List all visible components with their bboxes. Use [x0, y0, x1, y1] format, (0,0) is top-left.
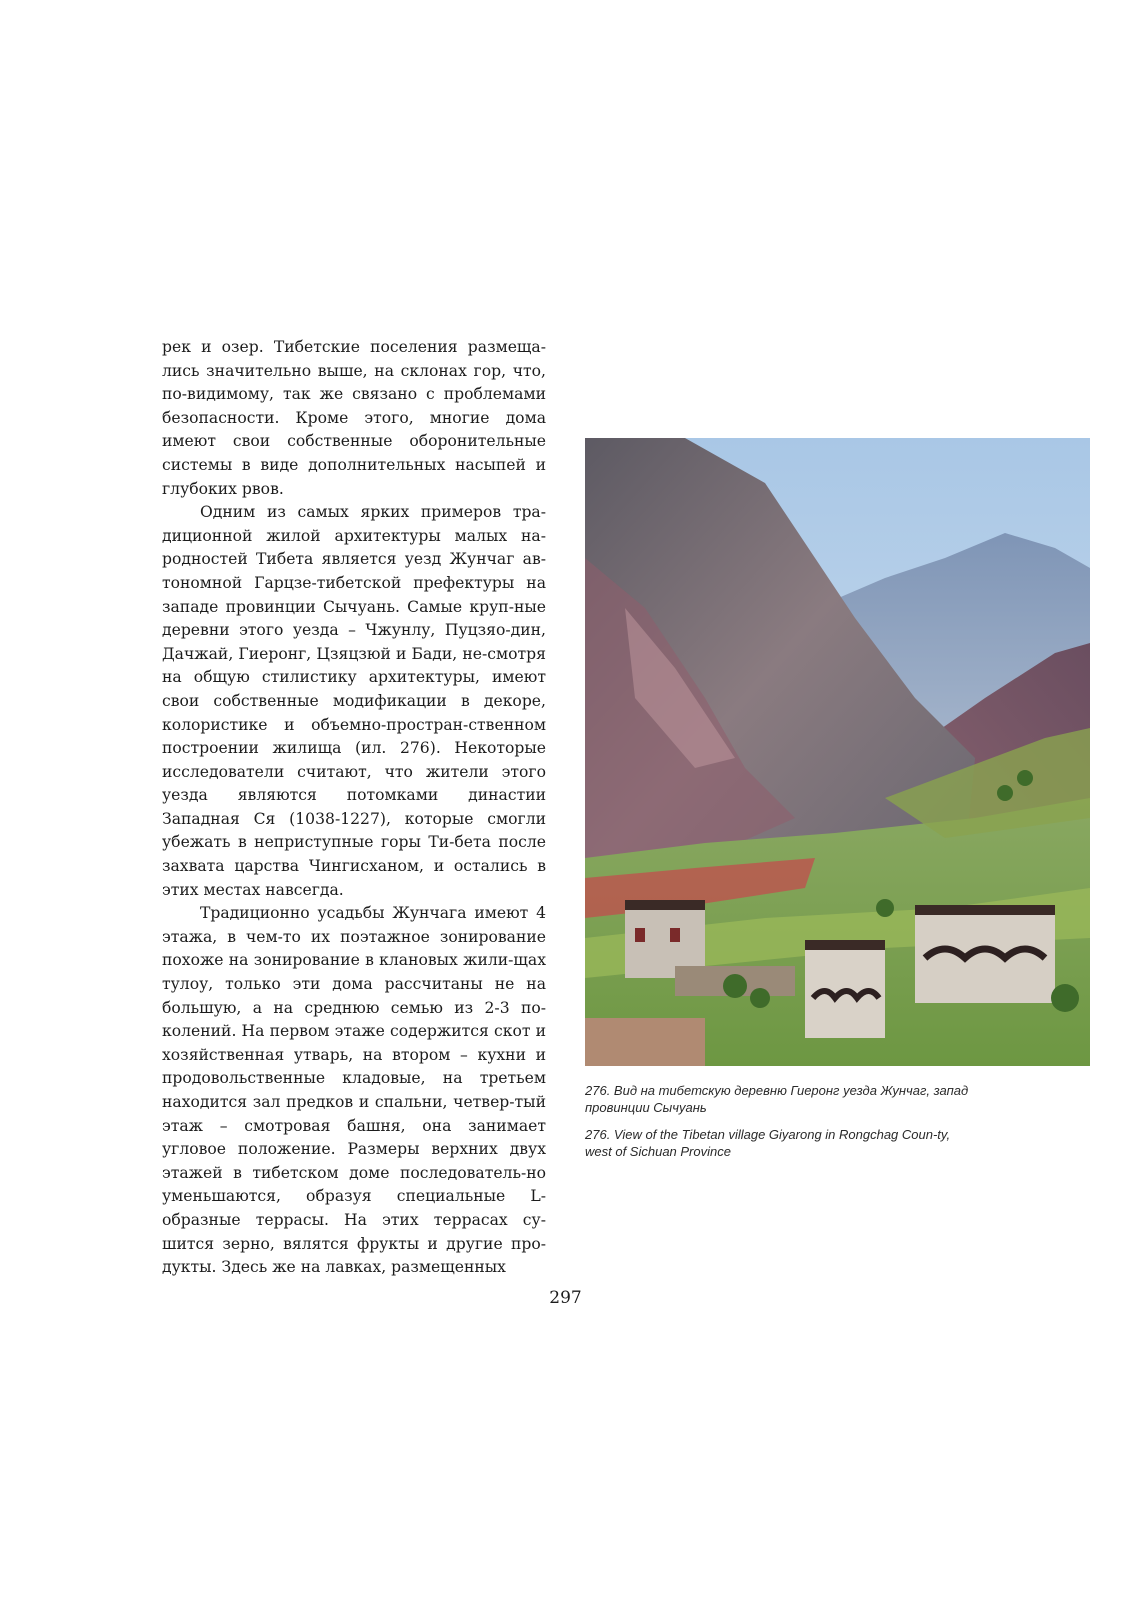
figure-276-photo	[585, 438, 1090, 1066]
paragraph-2: Одним из самых ярких примеров тра-диционной жилой архитектуры малых на-родностей Тибета является уезд Жунчаг ав-тономной Гарцзе-тибетской префектуры на западе провинции Сычуань. Самые круп-ные деревни этого уезда – Чжунлу, Пуцзяо-дин, Дачжай, Гиеронг, Цзяцзюй и Бади, не-смотря на общую стилистику архитектуры, имеют свои собственные модификации в декоре, колористике и объемно-простран-ственном построении жилища (ил. 276). Некоторые исследователи считают, что жители этого уезда являются потомками династии Западная Ся (1038-1227), которые смогли убежать в неприступные горы Ти-бета после захвата царства Чингисханом, и остались в этих местах навсегда.	[162, 503, 546, 899]
body-text-column	[162, 336, 546, 1280]
figure-caption-en: 276. View of the Tibetan village Giyarong in Rongchag Coun-ty, west of Sichuan Province	[585, 1127, 951, 1159]
paragraph-1: рек и озер. Тибетские поселения размеща-лись значительно выше, на склонах гор, что, по-видимому, так же связано с проблемами безопасности. Кроме этого, многие дома имеют свои собственные оборонительные системы в виде дополнительных насыпей и глубоких рвов.	[162, 338, 546, 498]
page-number: 297	[549, 1288, 582, 1308]
figure-caption-ru: 276. Вид на тибетскую деревню Гиеронг уезда Жунчаг, запад провинции Сычуань	[585, 1083, 969, 1115]
paragraph-3: Традиционно усадьбы Жунчага имеют 4 этажа, в чем-то их поэтажное зонирование похоже на зонирование в клановых жили-щах тулоу, только эти дома рассчитаны не на большую, а на среднюю семью из 2-3 по-колений. На первом этаже содержится скот и хозяйственная утварь, на втором – кухни и продовольственные кладовые, на третьем находится зал предков и спальни, четвер-тый этаж – смотровая башня, она занимает угловое положение. Размеры верхних двух этажей в тибетском доме последователь-но уменьшаются, образуя специальные L-образные террасы. На этих террасах су-шится зерно, вялятся фрукты и другие про-дукты. Здесь же на лавках, размещенных	[162, 904, 546, 1277]
tibetan-village-illustration	[585, 438, 1090, 1066]
